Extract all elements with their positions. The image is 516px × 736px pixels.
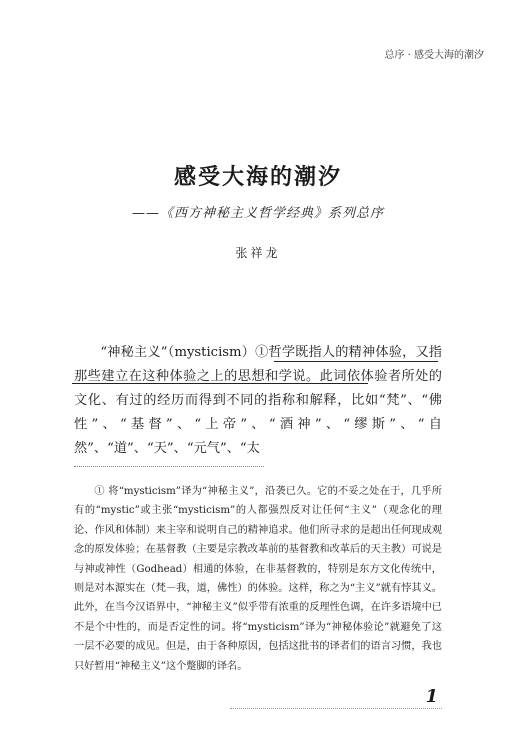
footnote [74,482,442,676]
running-head: 总序 · 感受大海的潮汐 [384,50,484,61]
page-bottom-rule [230,708,442,709]
page-number: 1 [425,686,438,707]
footnote-text: ① 将“mysticism”译为“神秘主义”，沿袭已久。它的不妥之处在于，几乎所有的“mystic”或主张“mysticism”的人都强烈反对让任何“主义”（观念化的理论、作风和体制）来主宰和说明自己的精神追求。他们所寻求的是超出任何现成观念的原发体验；在基督教（主要是宗教改革前的基督教和改革后的天主教）可说是与神或神性（Godhead）相通的体验，在非基督教的，特别是东方文化传统中，则是对本源实在（梵－我，道，佛性）的体验。这样，称之为“主义”就有悖其义。此外，在当今汉语界中，“神秘主义”似乎带有浓重的反理性色调，在许多语境中已不是个中性的，而是否定性的词。将“mysticism”译为“神秘体验论”就避免了这一层不必要的成见。但是，由于各种原因，包括这批书的译者们的语言习惯，我也只好暂用“神秘主义”这个蹩脚的译名。 [74,486,442,672]
body-text [74,341,442,461]
body-paragraph: “神秘主义”（mysticism）①哲学既指人的精神体验，又指那些建立在这种体验之上的思想和学说。此词依体验者所处的文化、有过的经历而得到不同的指称和解释，比如“梵”、“佛性”、“基督”、“上帝”、“酒神”、“缪斯”、“自然”、“道”、“天”、“元气”、“太 [74,345,442,456]
page-title: 感受大海的潮汐 [173,164,342,190]
footnote-divider [74,466,264,467]
author-name: 张祥龙 [235,246,281,260]
subtitle: ——《西方神秘主义哲学经典》系列总序 [131,206,384,221]
